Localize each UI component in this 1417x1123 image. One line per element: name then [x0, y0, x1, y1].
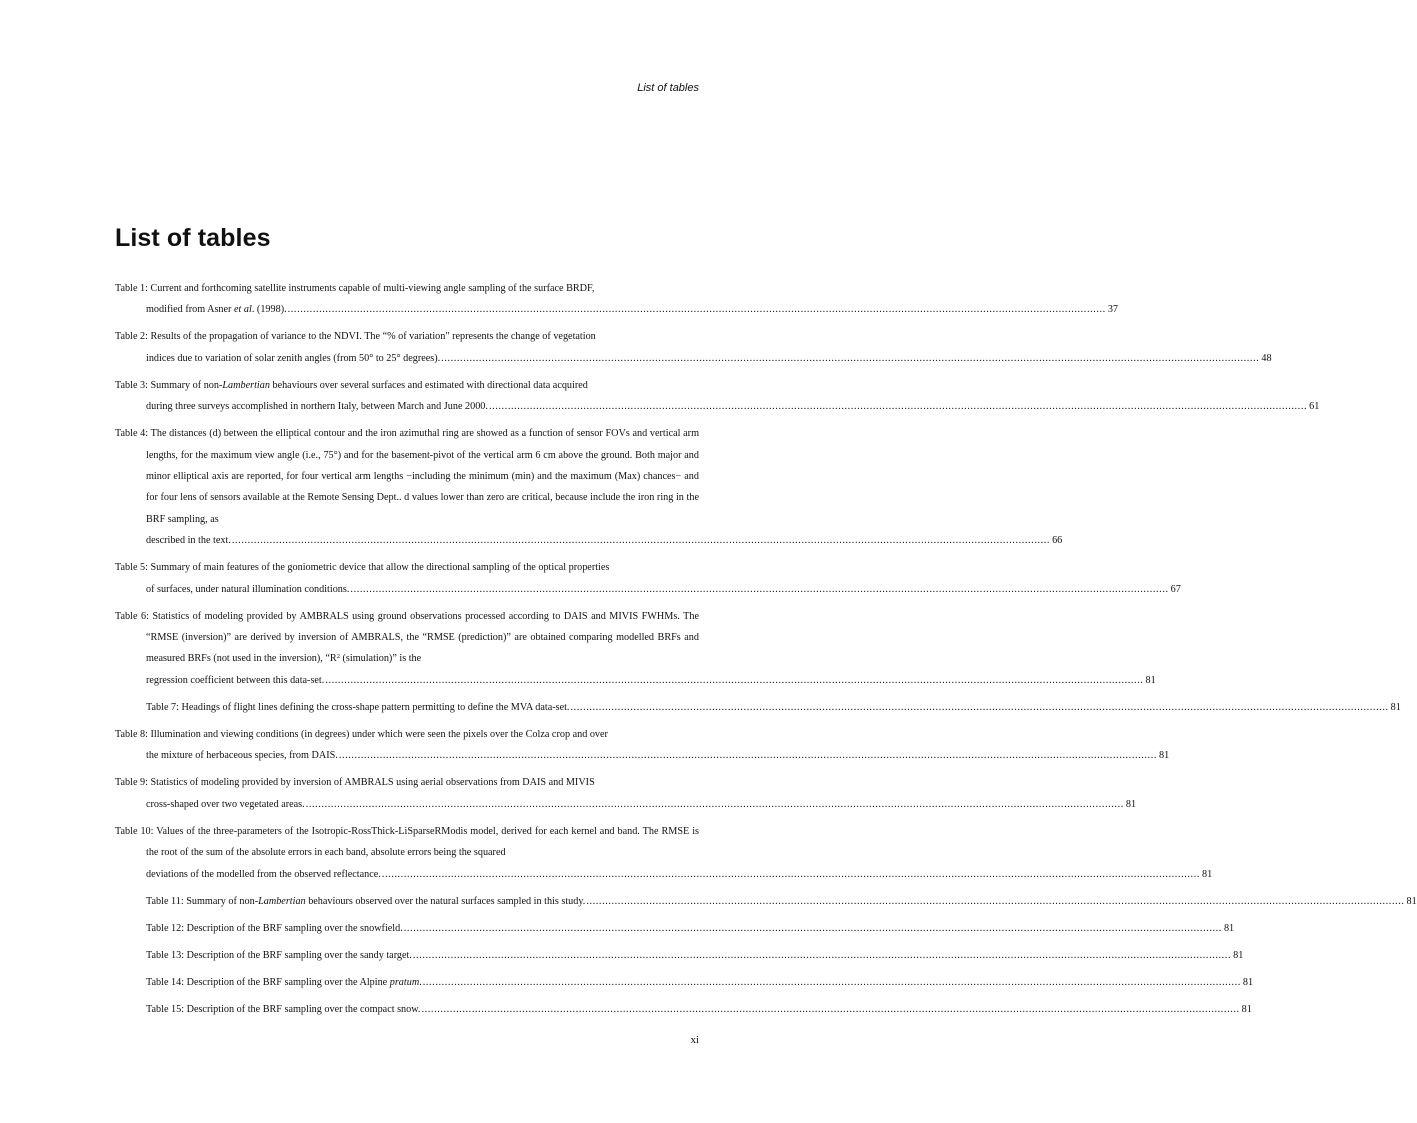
page-number: 81: [1145, 674, 1156, 686]
dot-leader: ....................................................................................................................................................................................................................................................................: [422, 976, 1241, 988]
toc-entry-table-8[interactable]: [115, 724, 1170, 767]
toc-entry-table-12[interactable]: [115, 918, 1235, 939]
entry-text: Table 1: Current and forthcoming satellite instruments capable of multi-viewing angle sampling of the surface BRDF,: [115, 283, 595, 294]
entry-text: Table 7: Headings of flight lines defining the cross-shape pattern permitting to define the MVA data-set.: [146, 701, 570, 713]
dot-leader: ....................................................................................................................................................................................................................................................................: [381, 868, 1200, 880]
toc-entry-table-13[interactable]: [115, 945, 1244, 966]
dot-leader: ....................................................................................................................................................................................................................................................................: [231, 535, 1051, 547]
dot-leader: ....................................................................................................................................................................................................................................................................: [287, 304, 1106, 316]
page-number: 81: [1233, 949, 1244, 961]
entry-text: Table 10: Values of the three-parameters of the Isotropic-RossThick-LiSparseRModis model, derived for each kernel and band. The RMSE is the root of the sum of the absolute errors in each band, absolute errors being the squared: [115, 825, 699, 859]
toc-entry-table-14[interactable]: [115, 972, 1254, 993]
page-number: 81: [1125, 798, 1137, 810]
toc-entry-table-4[interactable]: [115, 423, 1063, 551]
entry-text: described in the text.: [146, 535, 231, 547]
entry-text: behaviours over several surfaces and estimated with directional data acquired: [269, 379, 588, 391]
table-list: [115, 278, 1417, 1026]
page-number: 81: [1201, 868, 1213, 880]
page-number: 81: [1223, 922, 1235, 934]
entry-italic-text: Lambertian: [222, 379, 270, 391]
page-number: 81: [1241, 1003, 1252, 1015]
superscript: 2: [336, 653, 340, 661]
entry-text: .: [419, 976, 422, 988]
page-number: 37: [1107, 304, 1119, 316]
entry-text: cross-shaped over two vegetated areas.: [146, 798, 305, 810]
toc-entry-table-9[interactable]: [115, 772, 1137, 815]
page-title: List of tables: [115, 224, 271, 252]
entry-text: Table 13: Description of the BRF sampling over the sandy target.: [146, 949, 412, 961]
page-number: 66: [1052, 535, 1063, 547]
dot-leader: ....................................................................................................................................................................................................................................................................: [412, 949, 1232, 961]
dot-leader: ....................................................................................................................................................................................................................................................................: [586, 895, 1405, 907]
toc-entry-table-3[interactable]: [115, 375, 1320, 418]
page-number-footer: xi: [690, 1034, 699, 1046]
entry-text: the mixture of herbaceous species, from DAIS.: [146, 750, 338, 762]
page-number: 81: [1159, 750, 1170, 762]
toc-entry-table-11[interactable]: [115, 891, 1417, 912]
entry-text: regression coefficient between this data-set.: [146, 674, 325, 686]
dot-leader: ....................................................................................................................................................................................................................................................................: [570, 701, 1389, 713]
dot-leader: ....................................................................................................................................................................................................................................................................: [421, 1003, 1240, 1015]
entry-text: Table 12: Description of the BRF sampling over the snowfield.: [146, 922, 403, 934]
entry-text: Table 14: Description of the BRF sampling over the Alpine: [146, 976, 390, 988]
dot-leader: ....................................................................................................................................................................................................................................................................: [403, 922, 1222, 934]
page-number: 67: [1170, 583, 1181, 595]
entry-text: Table 2: Results of the propagation of variance to the NDVI. The “% of variation" represents the change of vegetation: [115, 331, 596, 343]
page-number: 48: [1261, 352, 1272, 364]
entry-text: Table 15: Description of the BRF sampling over the compact snow.: [146, 1003, 421, 1015]
dot-leader: ....................................................................................................................................................................................................................................................................: [325, 674, 1144, 686]
toc-entry-table-5[interactable]: [115, 557, 1181, 600]
entry-text: Table 11: Summary of non-: [146, 895, 259, 907]
entry-italic-text: pratum: [389, 976, 420, 988]
dot-leader: ....................................................................................................................................................................................................................................................................: [305, 798, 1124, 810]
entry-italic-text: et al: [234, 304, 252, 316]
entry-text: deviations of the modelled from the observed reflectance.: [146, 868, 381, 880]
toc-entry-table-15[interactable]: [115, 999, 1252, 1020]
entry-text: during three surveys accomplished in northern Italy, between March and June 2000.: [146, 401, 488, 413]
page-number: 81: [1390, 701, 1401, 713]
toc-entry-table-2[interactable]: [115, 326, 1272, 369]
running-head: List of tables: [637, 82, 699, 94]
entry-text: modified from Asner: [146, 304, 234, 316]
toc-entry-table-6[interactable]: [115, 606, 1156, 692]
entry-text: Table 5: Summary of main features of the goniometric device that allow the directional sampling of the optical properties: [115, 562, 610, 574]
toc-entry-table-7[interactable]: [115, 697, 1401, 718]
entry-italic-text: Lambertian: [258, 895, 306, 907]
entry-text: indices due to variation of solar zenith angles (from 50° to 25° degrees).: [146, 352, 441, 364]
dot-leader: ....................................................................................................................................................................................................................................................................: [441, 352, 1260, 364]
dot-leader: ....................................................................................................................................................................................................................................................................: [488, 401, 1308, 413]
entry-text: . (1998).: [251, 304, 287, 316]
toc-entry-table-10[interactable]: [115, 821, 1213, 885]
entry-text: (simulation)” is the: [339, 653, 422, 665]
entry-text: of surfaces, under natural illumination conditions.: [146, 583, 350, 595]
page-number: 81: [1242, 976, 1254, 988]
entry-text: behaviours observed over the natural surfaces sampled in this study.: [305, 895, 586, 907]
entry-text: Table 6: Statistics of modeling provided by AMBRALS using ground observations processed according to DAIS and MIVIS FWHMs. The “RMSE (inversion)” are derived by inversion of AMBRALS, the “RMSE (prediction)” are obtained comparing modelled BRFs and measured BRFs (not used in the inversion), “R: [115, 610, 699, 665]
entry-text: Table 3: Summary of non-: [115, 379, 223, 391]
toc-entry-table-1[interactable]: [115, 278, 1119, 321]
dot-leader: ....................................................................................................................................................................................................................................................................: [350, 583, 1169, 595]
entry-text: Table 9: Statistics of modeling provided by inversion of AMBRALS using aerial observations from DAIS and MIVIS: [115, 777, 595, 789]
page-number: 81: [1406, 895, 1417, 907]
dot-leader: ....................................................................................................................................................................................................................................................................: [338, 750, 1157, 762]
entry-text: Table 4: The distances (d) between the elliptical contour and the iron azimuthal ring are showed as a function of sensor FOVs and vertical arm lengths, for the maximum view angle (i.e., 75°) and for the basement-pivot of the vertical arm 6 cm above the ground. Both major and minor elliptical axis are reported, for four vertical arm lengths −including the minimum (min) and the maximum (Max) chances− and for four lens of sensors available at the Remote Sensing Dept.. d values lower than zero are critical, because include the iron ring in the BRF sampling, as: [115, 428, 699, 525]
page-number: 61: [1309, 401, 1320, 413]
entry-text: Table 8: Illumination and viewing conditions (in degrees) under which were seen the pixels over the Colza crop and over: [115, 728, 608, 740]
